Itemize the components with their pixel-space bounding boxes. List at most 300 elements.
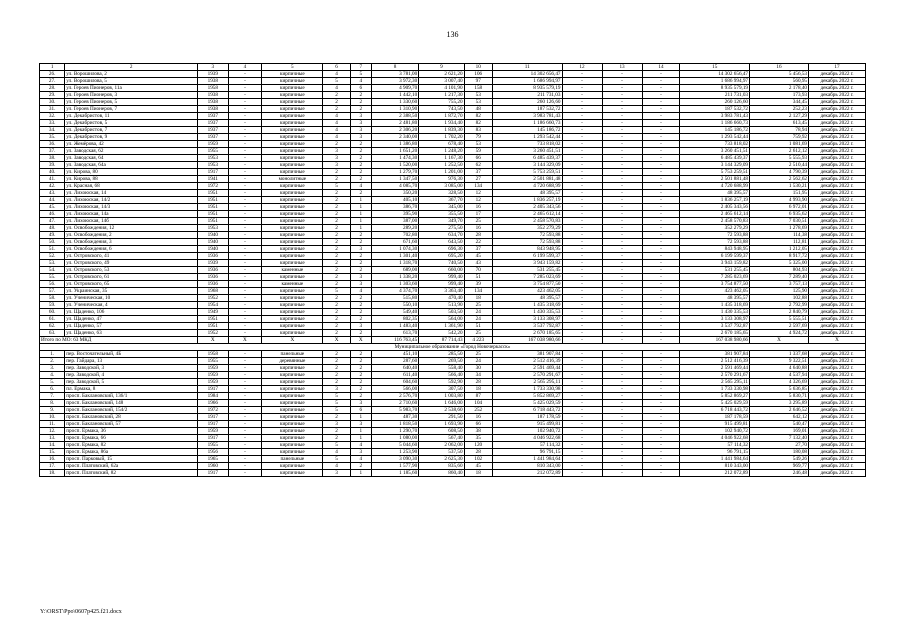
table-cell: -: [228, 120, 262, 127]
table-row: [40, 85, 866, 92]
table-cell: -: [228, 71, 262, 78]
table-cell: -: [562, 449, 602, 456]
table-cell: 1956: [198, 449, 229, 456]
table-cell: 30.: [40, 99, 65, 106]
table-cell: 287,60: [371, 358, 418, 365]
table-cell: -: [602, 456, 642, 463]
table-cell: 4 909,70: [371, 85, 418, 92]
table-cell: -: [642, 386, 680, 393]
table-cell: 1938: [198, 92, 229, 99]
table-cell: -: [602, 253, 642, 260]
table-cell: 96 791,15: [492, 449, 562, 456]
table-cell: 513,90: [419, 302, 464, 309]
table-cell: 1 074,30: [371, 246, 418, 253]
table-cell: кирпичные: [262, 379, 323, 386]
table-cell: 2 621,20: [419, 71, 464, 78]
table-cell: -: [642, 295, 680, 302]
table-cell: 97: [464, 78, 492, 85]
table-cell: 39.: [40, 162, 65, 169]
table-cell: кирпичные: [262, 323, 323, 330]
table-cell: 3 781,00: [371, 71, 418, 78]
table-cell: -: [642, 358, 680, 365]
table-cell: 52.: [40, 253, 65, 260]
table-cell: -: [562, 323, 602, 330]
table-cell: -: [642, 365, 680, 372]
table-cell: 2: [350, 351, 371, 358]
table-cell: 3.: [40, 365, 65, 372]
table-cell: 62: [464, 162, 492, 169]
table-cell: 1937: [198, 127, 229, 134]
table-cell: 6.: [40, 386, 65, 393]
table-cell: 2 465 612,14: [492, 211, 562, 218]
table-cell: 4: [350, 288, 371, 295]
table-cell: 11: [492, 64, 562, 71]
table-cell: 487,30: [371, 414, 418, 421]
table-cell: -: [228, 260, 262, 267]
table-cell: 1972: [198, 183, 229, 190]
table-cell: 1 185,60: [371, 470, 418, 477]
table-cell: 2 670 185,65: [680, 330, 750, 337]
table-row: [40, 449, 866, 456]
table-cell: -: [642, 470, 680, 477]
table-cell: X: [350, 337, 371, 344]
table-cell: 344,45: [750, 99, 809, 106]
table-cell: 6 718 443,72: [680, 407, 750, 414]
table-cell: 1 201,00: [419, 169, 464, 176]
table-cell: -: [228, 358, 262, 365]
table-cell: просп. Баклановский, 154/2: [65, 407, 198, 414]
table-row: [40, 435, 866, 442]
table-cell: 1951: [198, 190, 229, 197]
table-row: [40, 442, 866, 449]
table-cell: 695,20: [419, 253, 464, 260]
table-cell: -: [228, 211, 262, 218]
table-cell: 2 565 295,11: [680, 379, 750, 386]
table-cell: -: [228, 414, 262, 421]
table-row: [40, 190, 866, 197]
table-row: [40, 470, 866, 477]
table-cell: -: [602, 414, 642, 421]
table-cell: 54.: [40, 267, 65, 274]
table-cell: -: [228, 190, 262, 197]
table-cell: -: [562, 456, 602, 463]
table-cell: 531 255,45: [680, 267, 750, 274]
table-cell: 608,50: [419, 428, 464, 435]
table-cell: 2 481,80: [371, 120, 418, 127]
total-row: [40, 337, 866, 344]
table-cell: 173,93: [750, 92, 809, 99]
table-cell: 2: [323, 309, 350, 316]
table-cell: 1: [350, 435, 371, 442]
table-cell: 2: [323, 379, 350, 386]
table-cell: 2: [323, 176, 350, 183]
table-cell: 10: [464, 64, 492, 71]
table-cell: 2: [323, 330, 350, 337]
table-cell: 1: [350, 414, 371, 421]
table-row: [40, 386, 866, 393]
table-cell: 57 114,32: [492, 442, 562, 449]
table-cell: -: [642, 246, 680, 253]
table-cell: просп. Баклановский, 28: [65, 414, 198, 421]
table-cell: 1936: [198, 253, 229, 260]
table-cell: 1: [350, 211, 371, 218]
table-cell: 112,81: [750, 239, 809, 246]
table-cell: 1: [350, 470, 371, 477]
table-cell: -: [228, 456, 262, 463]
table-cell: -: [642, 225, 680, 232]
table-cell: 17: [809, 64, 866, 71]
table-cell: 79: [464, 134, 492, 141]
table-cell: 36.: [40, 141, 65, 148]
table-cell: 25: [464, 302, 492, 309]
table-row: [40, 288, 866, 295]
table-row: [40, 155, 866, 162]
table-cell: 151,95: [750, 190, 809, 197]
table-cell: 59: [464, 148, 492, 155]
table-cell: 158: [464, 85, 492, 92]
table-cell: -: [602, 449, 642, 456]
table-cell: 3 757,13: [750, 281, 809, 288]
table-cell: 3 295,89: [750, 400, 809, 407]
table-cell: 3: [350, 323, 371, 330]
table-cell: 6: [350, 407, 371, 414]
table-cell: 4 046 922,68: [680, 435, 750, 442]
table-cell: ул. Ворошилова, 5: [65, 78, 198, 85]
table-cell: 3 085,00: [419, 183, 464, 190]
table-cell: кирпичные: [262, 190, 323, 197]
table-cell: 1917: [198, 414, 229, 421]
table-cell: 4: [323, 85, 350, 92]
table-cell: 1959: [198, 372, 229, 379]
table-cell: 13: [602, 64, 642, 71]
table-cell: декабрь 2022 г.: [809, 92, 866, 99]
table-cell: -: [562, 386, 602, 393]
table-cell: кирпичные: [262, 218, 323, 225]
table-cell: -: [562, 246, 602, 253]
table-cell: 16: [750, 64, 809, 71]
table-cell: -: [228, 407, 262, 414]
table-cell: 78,94: [750, 127, 809, 134]
table-cell: 3: [323, 148, 350, 155]
section-header-row: [40, 344, 866, 351]
table-cell: -: [228, 393, 262, 400]
table-cell: -: [228, 435, 262, 442]
table-cell: ул. Щаденко, 47: [65, 316, 198, 323]
table-cell: 48 395,57: [492, 295, 562, 302]
table-cell: 804,93: [750, 267, 809, 274]
table-cell: -: [602, 421, 642, 428]
table-cell: 3 144 329,09: [680, 162, 750, 169]
table-cell: -: [562, 190, 602, 197]
table-cell: 60.: [40, 309, 65, 316]
table-cell: 10.: [40, 414, 65, 421]
table-cell: -: [562, 358, 602, 365]
table-cell: -: [642, 127, 680, 134]
table-cell: -: [642, 169, 680, 176]
table-cell: кирпичные: [262, 225, 323, 232]
table-cell: 8 917,72: [750, 253, 809, 260]
table-cell: 134: [464, 183, 492, 190]
table-cell: -: [562, 106, 602, 113]
table-cell: декабрь 2022 г.: [809, 281, 866, 288]
table-cell: -: [562, 463, 602, 470]
table-cell: 1 442,10: [371, 92, 418, 99]
table-cell: 1955: [198, 358, 229, 365]
table-cell: -: [228, 463, 262, 470]
table-cell: кирпичные: [262, 253, 323, 260]
table-cell: X: [750, 337, 809, 344]
table-cell: -: [642, 141, 680, 148]
table-cell: 116 763,45: [371, 337, 418, 344]
table-cell: 1 435 318,69: [492, 302, 562, 309]
table-cell: -: [642, 162, 680, 169]
table-cell: декабрь 2022 г.: [809, 435, 866, 442]
table-cell: 96 791,15: [680, 449, 750, 456]
table-cell: X: [228, 337, 262, 344]
table-cell: -: [642, 316, 680, 323]
table-cell: X: [262, 337, 323, 344]
table-cell: 269,50: [419, 358, 464, 365]
table-cell: 4: [323, 134, 350, 141]
table-cell: 53: [464, 141, 492, 148]
table-cell: 2: [350, 260, 371, 267]
table-cell: -: [562, 253, 602, 260]
table-cell: -: [642, 155, 680, 162]
table-cell: декабрь 2022 г.: [809, 442, 866, 449]
table-cell: ул. Лихоюская, 14: [65, 190, 198, 197]
table-cell: ул. Заводская, 64: [65, 155, 198, 162]
table-cell: -: [228, 232, 262, 239]
table-cell: 6: [350, 85, 371, 92]
table-cell: -: [602, 239, 642, 246]
table-cell: 550,10: [371, 302, 418, 309]
table-cell: 860,40: [419, 470, 464, 477]
table-cell: -: [602, 99, 642, 106]
table-row: [40, 407, 866, 414]
table-cell: -: [602, 379, 642, 386]
table-row: [40, 176, 866, 183]
table-cell: 72 593,88: [680, 239, 750, 246]
table-cell: кирпичные: [262, 400, 323, 407]
table-cell: 5 636,85: [750, 386, 809, 393]
table-cell: 395,90: [371, 211, 418, 218]
table-cell: 2: [323, 218, 350, 225]
table-cell: -: [562, 316, 602, 323]
table-cell: 6 935,62: [750, 211, 809, 218]
table-cell: 4 640,88: [750, 365, 809, 372]
table-cell: -: [602, 316, 642, 323]
table-cell: 11.: [40, 421, 65, 428]
table-cell: 1965: [198, 456, 229, 463]
table-cell: 1939: [198, 260, 229, 267]
table-cell: -: [562, 211, 602, 218]
table-cell: кирпичные: [262, 155, 323, 162]
table-cell: 2: [350, 99, 371, 106]
table-cell: 558,40: [419, 365, 464, 372]
table-cell: 1 483,40: [371, 323, 418, 330]
table-cell: декабрь 2022 г.: [809, 183, 866, 190]
table-cell: -: [228, 274, 262, 281]
table-cell: ул. Красная, 68: [65, 183, 198, 190]
table-cell: -: [642, 407, 680, 414]
table-row: [40, 379, 866, 386]
table-cell: -: [562, 414, 602, 421]
table-row: [40, 302, 866, 309]
table-cell: монолитные: [262, 176, 323, 183]
table-cell: 5: [350, 71, 371, 78]
table-cell: 733 818,02: [492, 141, 562, 148]
table-cell: 3: [350, 113, 371, 120]
table-cell: декабрь 2022 г.: [809, 148, 866, 155]
table-cell: -: [642, 134, 680, 141]
table-row: [40, 148, 866, 155]
table-cell: 1938: [198, 78, 229, 85]
table-cell: 1 278,69: [750, 225, 809, 232]
table-cell: 423 462,05: [492, 288, 562, 295]
table-cell: 5: [323, 442, 350, 449]
table-cell: -: [562, 120, 602, 127]
table-cell: -: [562, 232, 602, 239]
table-cell: 2: [323, 414, 350, 421]
table-cell: 2: [323, 99, 350, 106]
table-cell: 1917: [198, 386, 229, 393]
table-cell: 2: [323, 281, 350, 288]
table-cell: -: [228, 281, 262, 288]
table-cell: 1 441 984,64: [680, 456, 750, 463]
table-cell: декабрь 2022 г.: [809, 372, 866, 379]
table-cell: 31.: [40, 106, 65, 113]
table-cell: 386,70: [371, 204, 418, 211]
table-cell: -: [562, 295, 602, 302]
table-cell: 1 646,00: [419, 400, 464, 407]
table-cell: декабрь 2022 г.: [809, 456, 866, 463]
table-cell: 61.: [40, 316, 65, 323]
table-cell: 6 485 439,37: [680, 155, 750, 162]
table-cell: -: [602, 218, 642, 225]
table-cell: 3 943 159,82: [492, 260, 562, 267]
table-cell: 7 285 023,69: [492, 274, 562, 281]
table-cell: 355,50: [419, 211, 464, 218]
table-cell: декабрь 2022 г.: [809, 78, 866, 85]
table-cell: 2: [350, 232, 371, 239]
table-row: [40, 120, 866, 127]
table-cell: декабрь 2022 г.: [809, 393, 866, 400]
table-cell: декабрь 2022 г.: [809, 169, 866, 176]
table-cell: 12.: [40, 428, 65, 435]
table-cell: -: [642, 281, 680, 288]
table-cell: 1 530,21: [750, 183, 809, 190]
table-cell: ул. Островского, 65: [65, 281, 198, 288]
table-cell: декабрь 2022 г.: [809, 120, 866, 127]
table-row: [40, 414, 866, 421]
table-cell: 28: [464, 379, 492, 386]
table-cell: 307,50: [419, 386, 464, 393]
table-row: [40, 246, 866, 253]
table-cell: 57.: [40, 288, 65, 295]
table-cell: -: [228, 330, 262, 337]
table-cell: 1 303,60: [371, 281, 418, 288]
table-cell: -: [642, 92, 680, 99]
table-cell: 1953: [198, 155, 229, 162]
table-cell: 515,80: [371, 295, 418, 302]
table-row: [40, 141, 866, 148]
table-cell: 16: [464, 204, 492, 211]
table-cell: 2: [350, 155, 371, 162]
table-cell: ул. Островского, 41: [65, 253, 198, 260]
table-cell: ул. Островского, 61: [65, 274, 198, 281]
table-cell: 42.: [40, 183, 65, 190]
table-cell: 4 374,70: [371, 288, 418, 295]
table-cell: 1959: [198, 365, 229, 372]
table-cell: -: [642, 351, 680, 358]
table-cell: декабрь 2022 г.: [809, 141, 866, 148]
table-cell: 1 080,00: [371, 435, 418, 442]
table-cell: 51: [464, 274, 492, 281]
table-cell: ул. Лихоюская, 14/3: [65, 204, 198, 211]
table-cell: кирпичные: [262, 239, 323, 246]
table-cell: 2: [323, 435, 350, 442]
table-cell: 63.: [40, 330, 65, 337]
table-cell: панельные: [262, 351, 323, 358]
table-row: [40, 232, 866, 239]
table-cell: 8 935 579,19: [680, 85, 750, 92]
table-cell: 843 948,95: [492, 246, 562, 253]
table-cell: -: [642, 148, 680, 155]
table-cell: 2: [350, 169, 371, 176]
table-cell: 1 337,68: [750, 351, 809, 358]
table-cell: 2 792,99: [750, 302, 809, 309]
table-cell: 104: [464, 400, 492, 407]
table-cell: -: [602, 267, 642, 274]
table-cell: 4 993,90: [750, 197, 809, 204]
table-cell: -: [562, 260, 602, 267]
table-cell: 1 167,30: [419, 155, 464, 162]
table-cell: 35.: [40, 134, 65, 141]
table-cell: 102 940,72: [680, 428, 750, 435]
table-cell: -: [642, 239, 680, 246]
table-cell: 1 733 330,98: [680, 386, 750, 393]
table-cell: ул. Лихоюская, 14/2: [65, 197, 198, 204]
table-cell: 87: [464, 393, 492, 400]
table-cell: -: [228, 155, 262, 162]
table-cell: 187 532,72: [680, 106, 750, 113]
table-row: [40, 295, 866, 302]
table-cell: -: [228, 372, 262, 379]
table-cell: 2: [323, 302, 350, 309]
table-cell: -: [562, 274, 602, 281]
table-cell: 3 090,30: [371, 456, 418, 463]
table-cell: -: [602, 309, 642, 316]
table-cell: -: [642, 372, 680, 379]
table-cell: Итого по МО: 63 МКД: [40, 337, 198, 344]
table-cell: 549,26: [750, 456, 809, 463]
table-cell: просп. Баклановский, 136/1: [65, 393, 198, 400]
table-cell: -: [228, 85, 262, 92]
table-cell: 8.: [40, 400, 65, 407]
table-cell: -: [228, 316, 262, 323]
table-cell: -: [642, 253, 680, 260]
table-cell: 2: [323, 106, 350, 113]
table-row: [40, 372, 866, 379]
table-cell: 843 948,95: [680, 246, 750, 253]
table-cell: 2 565 295,11: [492, 379, 562, 386]
table-cell: 5 983,70: [371, 407, 418, 414]
table-cell: -: [228, 386, 262, 393]
table-cell: 2: [323, 190, 350, 197]
table-cell: 1940: [198, 239, 229, 246]
table-cell: 1 293 542,44: [680, 134, 750, 141]
table-cell: -: [562, 183, 602, 190]
